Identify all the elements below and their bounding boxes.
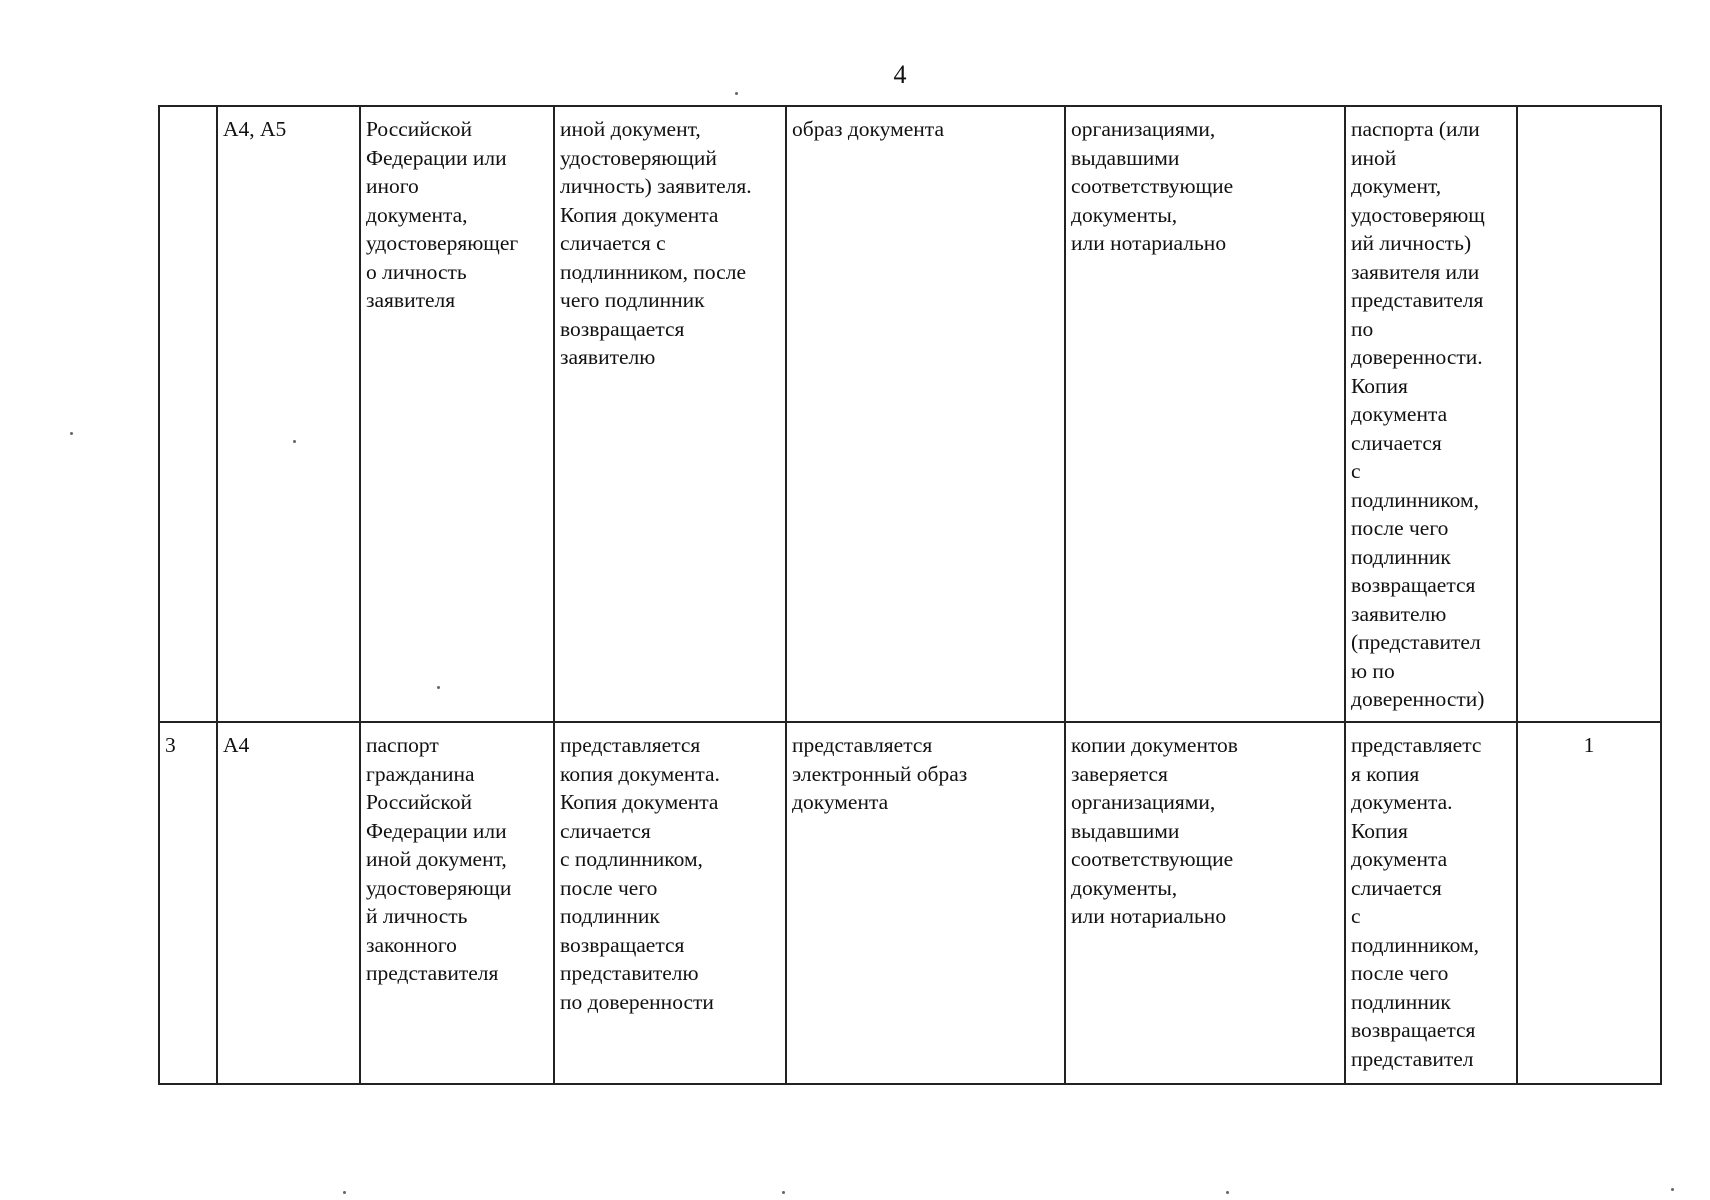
table-cell-quantity: [1517, 106, 1661, 722]
table-row: [159, 722, 1661, 1084]
scan-speck: [782, 1191, 785, 1194]
table-cell-electronic-submission: образ документа: [786, 106, 1065, 722]
scan-speck: [293, 440, 296, 443]
table-cell-paper-submission: иной документ, удостоверяющий личность) заявителя. Копия документа сличается с подлинником, после чего подлинник возвращается заявителю: [554, 106, 786, 722]
table-cell-requirements: представляетс я копия документа. Копия документа сличается с подлинником, после чего подлинник возвращается представител: [1345, 722, 1517, 1084]
table-cell-code: А4: [217, 722, 360, 1084]
scan-speck: [70, 432, 73, 435]
table-cell-document-name: паспорт гражданина Российской Федерации или иной документ, удостоверяющи й личность законного представителя: [360, 722, 554, 1084]
table-cell-row-number: [159, 106, 217, 722]
scan-speck: [1671, 1188, 1674, 1191]
page-number: 4: [893, 60, 907, 89]
table-cell-certification: организациями, выдавшими соответствующие документы, или нотариально: [1065, 106, 1345, 722]
table-cell-document-name: Российской Федерации или иного документа, удостоверяющег о личность заявителя: [360, 106, 554, 722]
table-row: [159, 106, 1661, 722]
document-table: [158, 105, 1662, 1085]
table-cell-code: А4, А5: [217, 106, 360, 722]
scan-speck: [437, 686, 440, 689]
scan-speck: [1226, 1191, 1229, 1194]
table-cell-quantity: 1: [1517, 722, 1661, 1084]
table-cell-requirements: паспорта (или иной документ, удостоверяющ ий личность) заявителя или представителя по доверенности. Копия документа сличается с подлинником, после чего подлинник возвращается заявителю (представител ю по доверенности): [1345, 106, 1517, 722]
table-cell-certification: копии документов заверяется организациями, выдавшими соответствующие документы, или нотариально: [1065, 722, 1345, 1084]
scan-speck: [343, 1191, 346, 1194]
table-cell-electronic-submission: представляется электронный образ документа: [786, 722, 1065, 1084]
scan-speck: [735, 92, 738, 95]
table-cell-paper-submission: представляется копия документа. Копия документа сличается с подлинником, после чего подлинник возвращается представителю по доверенности: [554, 722, 786, 1084]
table-cell-row-number: 3: [159, 722, 217, 1084]
